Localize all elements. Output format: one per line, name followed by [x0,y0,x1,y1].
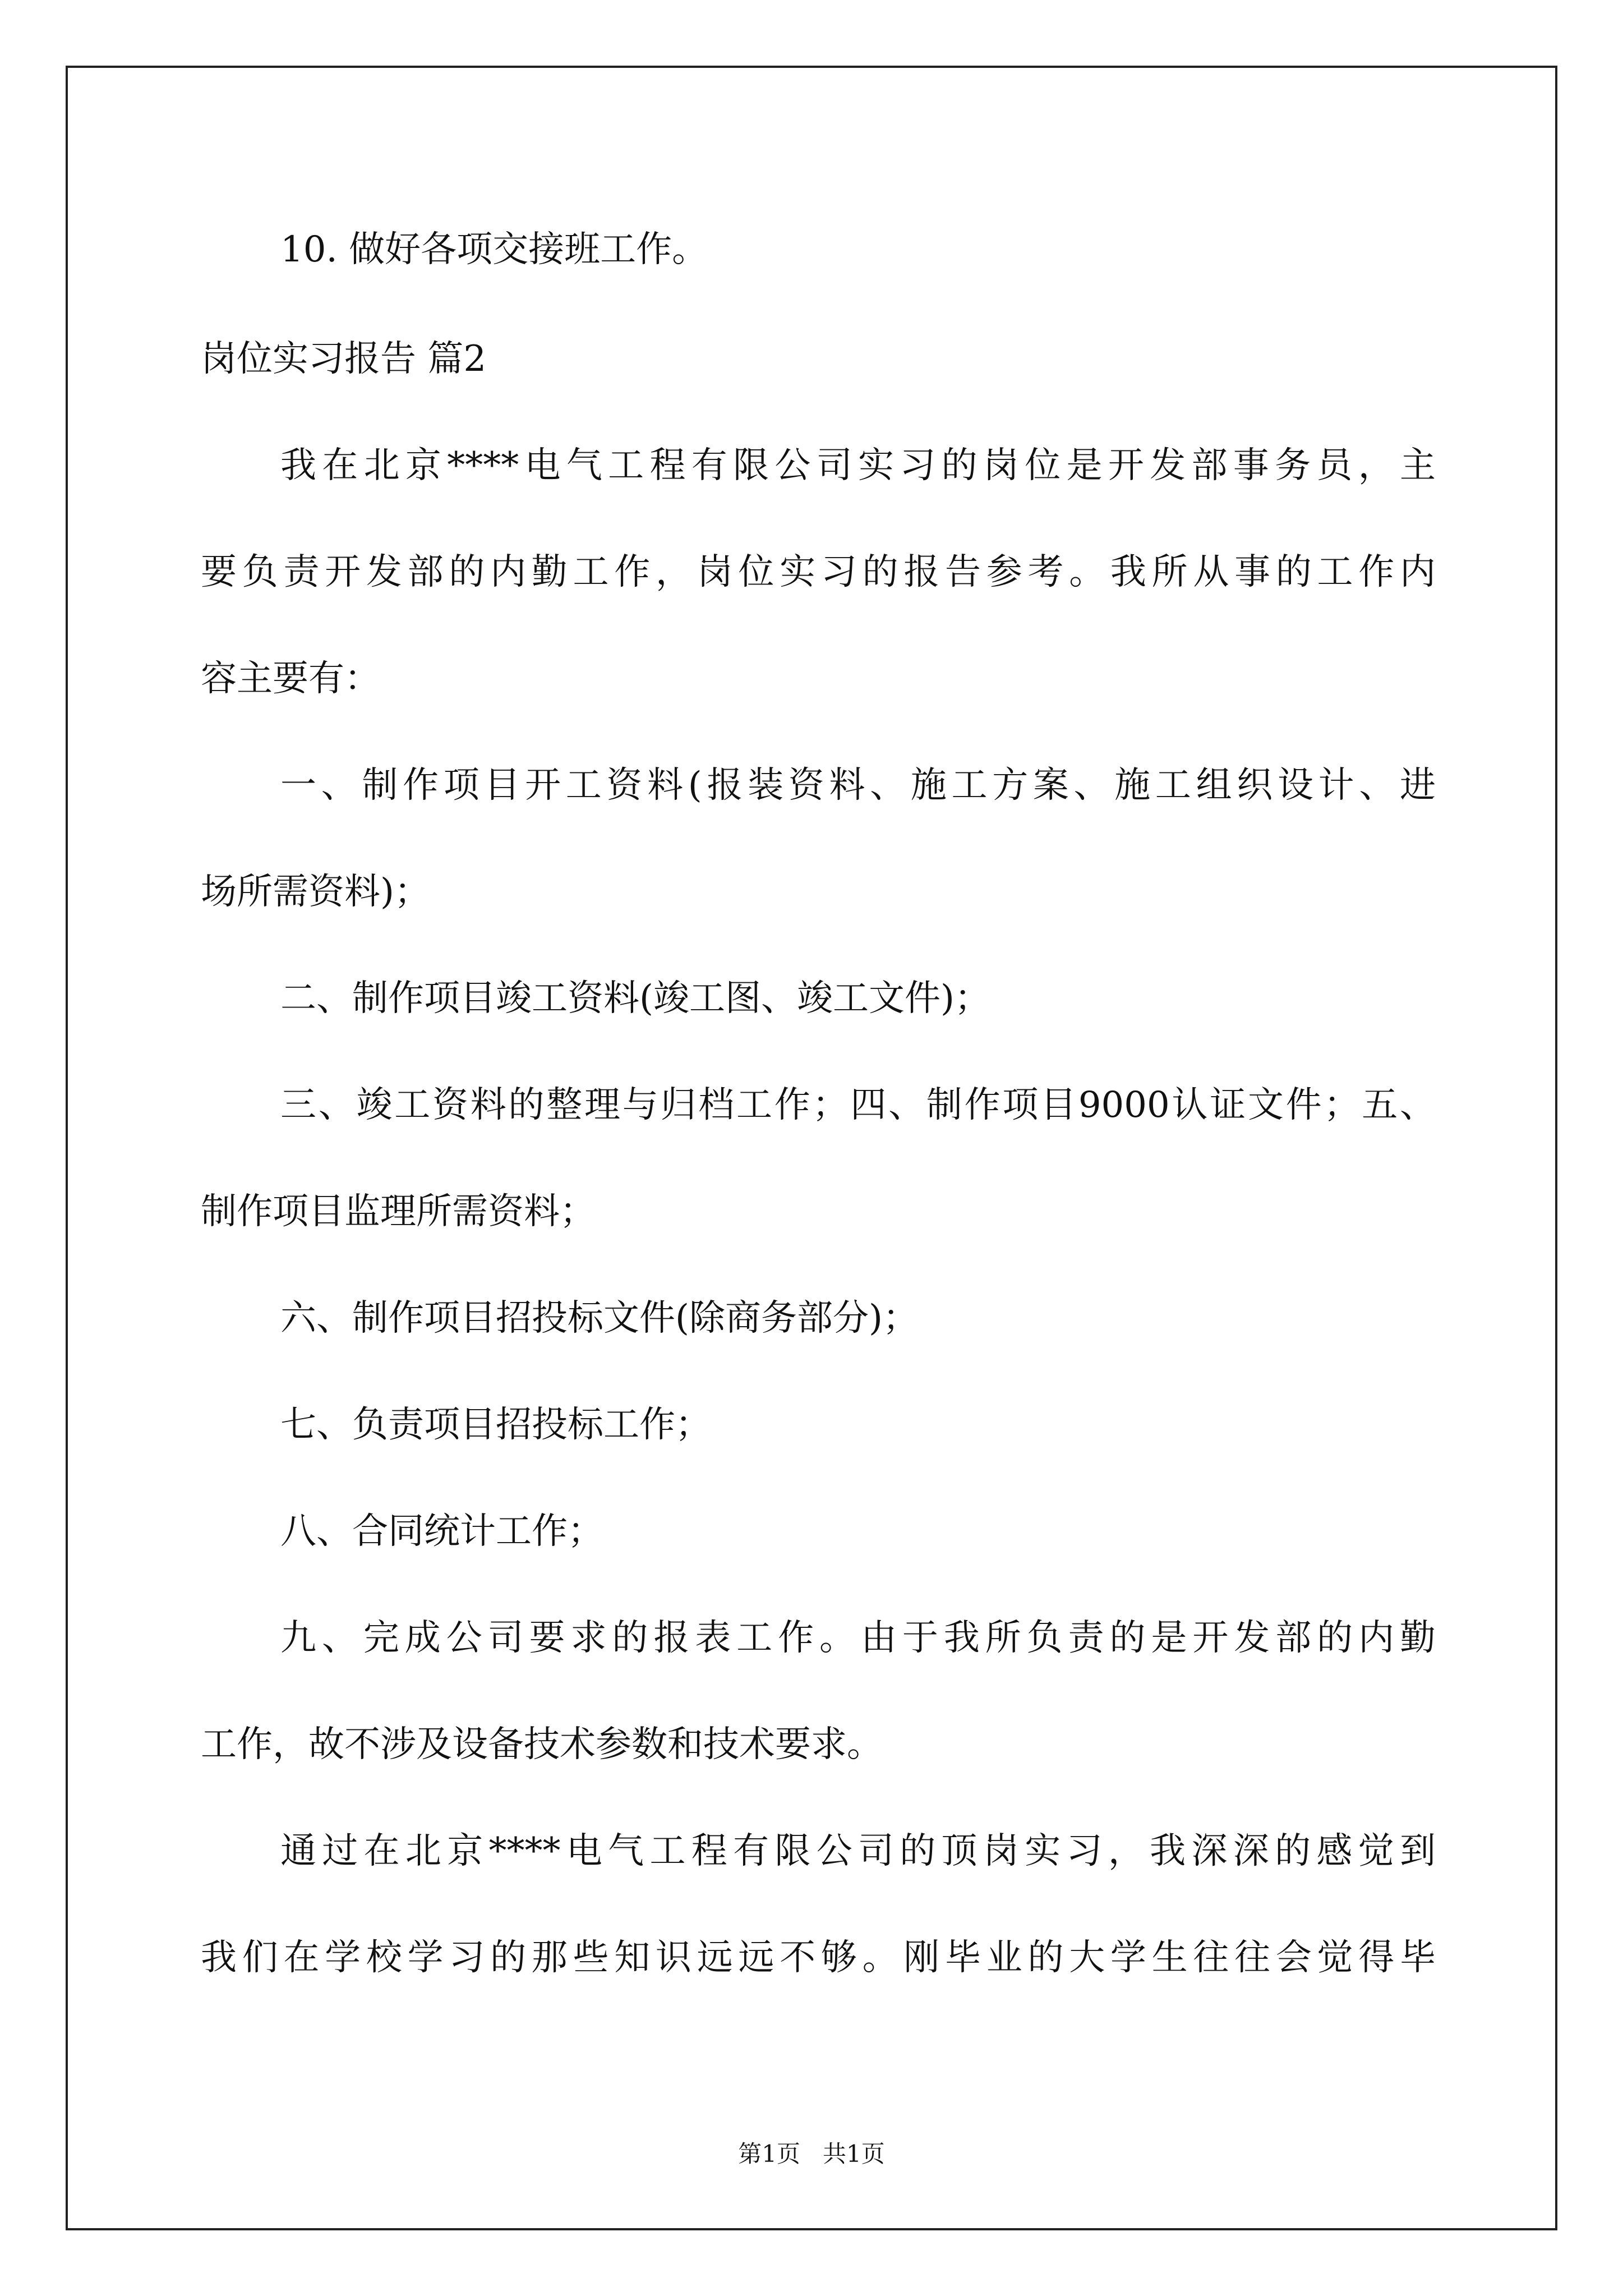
paragraph-line: 我们在学校学习的那些知识远远不够。刚毕业的大学生往往会觉得毕 [201,1937,1436,1978]
list-item-3-5: 三、竣工资料的整理与归档工作；四、制作项目9000认证文件；五、 [280,1084,1436,1126]
list-item-5-cont: 制作项目监理所需资料； [201,1191,596,1232]
section-heading: 岗位实习报告 篇2 [201,338,487,380]
text-line-item-10: 10. 做好各项交接班工作。 [280,229,708,270]
list-item-9-cont: 工作，故不涉及设备技术参数和技术要求。 [201,1724,883,1765]
paragraph-line: 通过在北京****电气工程有限公司的顶岗实习，我深深的感觉到 [280,1830,1436,1872]
list-item-7: 七、负责项目招投标工作； [280,1404,711,1446]
list-item-9: 九、完成公司要求的报表工作。由于我所负责的是开发部的内勤 [280,1617,1436,1659]
page-footer: 第1页 共1页 [738,2140,885,2168]
paragraph-line: 要负责开发部的内勤工作，岗位实习的报告参考。我所从事的工作内 [201,551,1436,593]
list-item-1: 一、制作项目开工资料(报装资料、施工方案、施工组织设计、进 [280,765,1436,806]
paragraph-line: 我在北京****电气工程有限公司实习的岗位是开发部事务员，主 [280,445,1436,486]
paragraph-line: 容主要有： [201,658,380,700]
list-item-6: 六、制作项目招投标文件(除商务部分)； [280,1297,919,1339]
list-item-1-cont: 场所需资料)； [201,871,430,913]
list-item-2: 二、制作项目竣工资料(竣工图、竣工文件)； [280,978,990,1019]
list-item-8: 八、合同统计工作； [280,1511,603,1552]
page-border [66,66,1557,2230]
